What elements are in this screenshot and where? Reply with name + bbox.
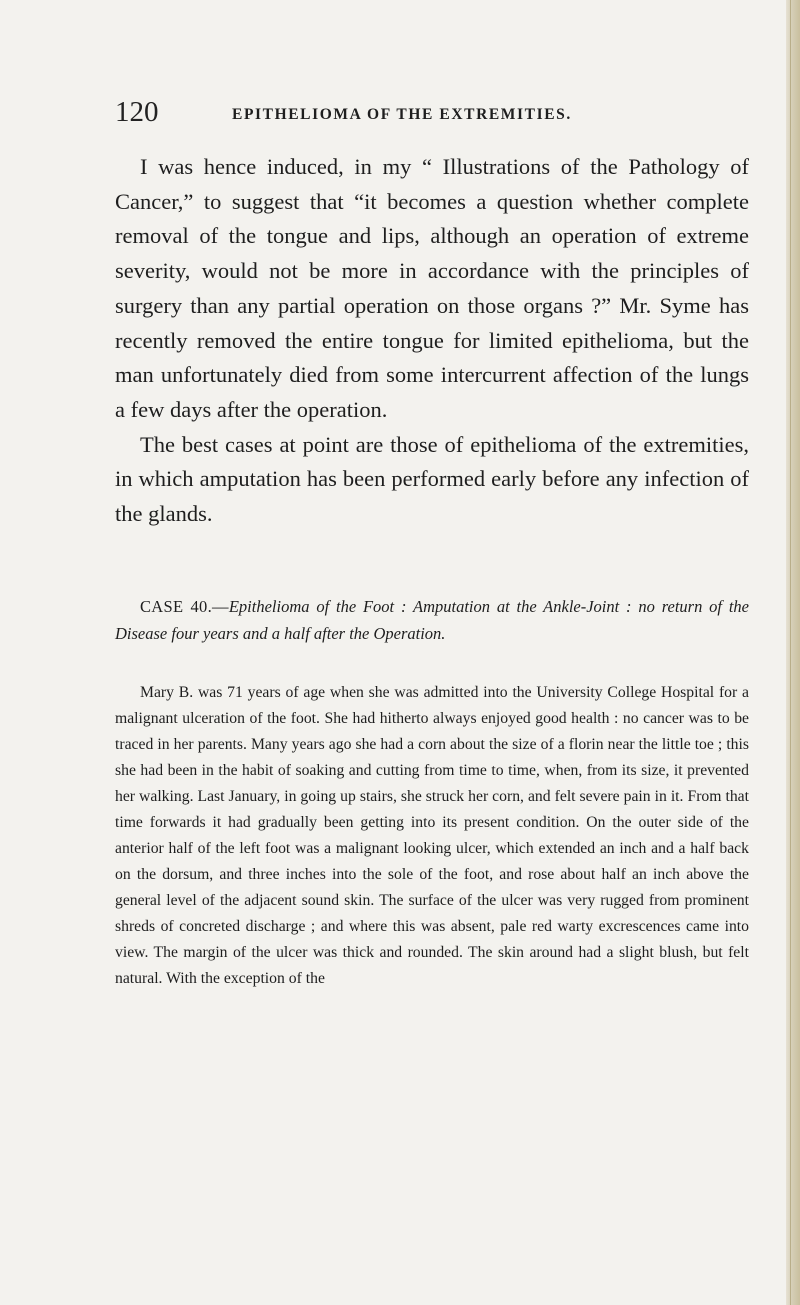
paragraph-2: The best cases at point are those of epithelioma of the extremities, in which amputation has been performed early before any infection of the glands. <box>115 431 749 527</box>
case-paragraph: Mary B. was 71 years of age when she was admitted into the University College Hospital for a malignant ulceration of the foot. She had hitherto always enjoyed good health : no cancer was to be traced in her parents. Many years ago she had a corn about the size of a florin near the little toe ; this she had been in the habit of soaking and cutting from time to time, when, from its size, it prevented her walking. Last January, in going up stairs, she struck her corn, and felt severe pain in it. From that time forwards it had gradually been getting into its present condition. On the outer side of the anterior half of the left foot was a malignant looking ulcer, which extended an inch and a half back on the dorsum, and three inches into the sole of the foot, and rose about half an inch above the general level of the adjacent sound skin. The surface of the ulcer was very rugged from prominent shreds of concreted discharge ; and where this was absent, pale red warty excrescences came into view. The margin of the ulcer was thick and rounded. The skin around had a slight blush, but felt natural. With the exception of the <box>115 684 749 987</box>
case-report <box>115 680 749 992</box>
page-edge <box>786 0 800 1305</box>
case-title: Epithelioma of the Foot : Amputation at the Ankle-Joint : no return of the Disease four years and a half after the Operation. <box>115 597 749 643</box>
page-number: 120 <box>115 96 159 128</box>
page-header <box>115 96 755 136</box>
case-heading <box>115 593 749 647</box>
running-head: EPITHELIOMA OF THE EXTREMITIES. <box>232 106 572 123</box>
paragraph-1: I was hence induced, in my “ Illustrations of the Pathology of Cancer,” to suggest that “it becomes a question whether complete removal of the tongue and lips, although an operation of extreme severity, would not be more in accordance with the principles of surgery than any partial operation on those organs ?” Mr. Syme has recently removed the entire tongue for limited epithelioma, but the man unfortunately died from some intercurrent affection of the lungs a few days after the operation. <box>115 154 749 422</box>
case-label: CASE 40.— <box>140 597 229 616</box>
main-text <box>115 150 749 532</box>
